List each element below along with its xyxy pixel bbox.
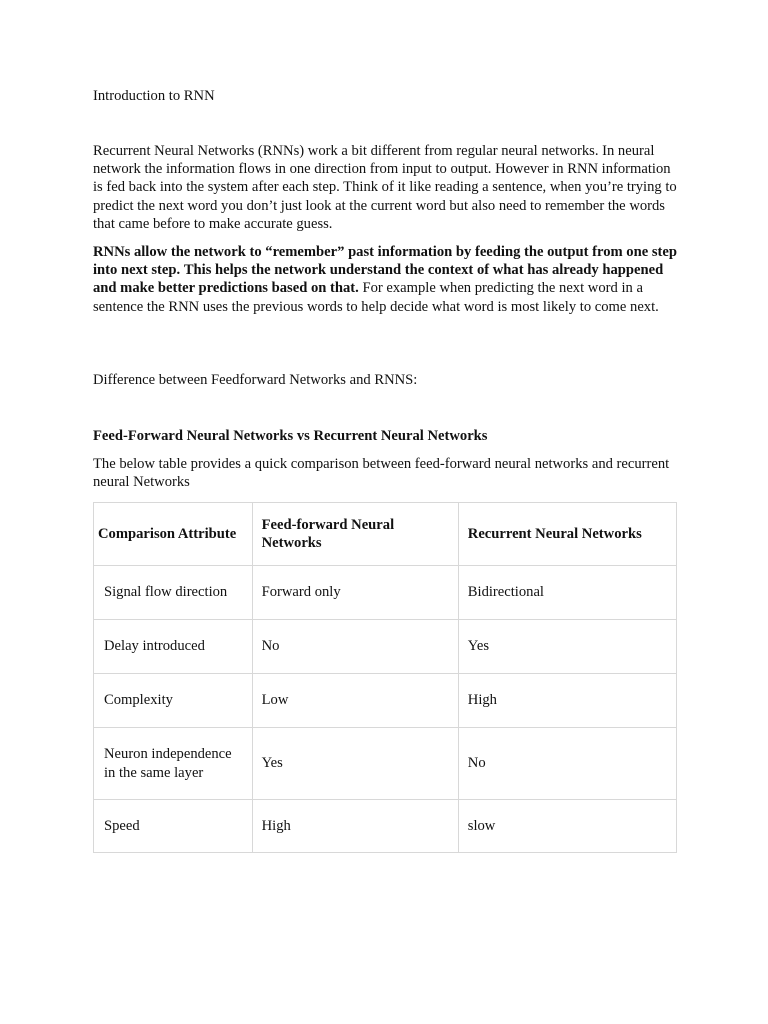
cell-feed-forward: High [261, 817, 291, 834]
table-cell [94, 674, 253, 728]
cell-feed-forward: Low [261, 692, 289, 709]
cell-attribute: Signal flow direction [104, 584, 228, 601]
table-cell [252, 674, 458, 728]
header-recurrent: Recurrent Neural Networks [467, 525, 642, 542]
cell-attribute: Speed [104, 817, 140, 834]
cell-recurrent: No [467, 755, 486, 772]
table-header-row [94, 503, 677, 566]
table-row [94, 674, 677, 728]
table-cell [458, 674, 676, 728]
cell-attribute: Delay introduced [104, 638, 205, 655]
remember-bold-sentence-2: This helps the network understand the context of what has already happened and make better predictions based on that. [93, 262, 664, 297]
table-header-cell [252, 503, 458, 566]
table-cell [458, 800, 676, 853]
header-feed-forward: Feed-forward Neural Networks [261, 516, 395, 551]
table-row [94, 620, 677, 674]
cell-attribute: Complexity [104, 692, 173, 709]
table-cell [94, 566, 253, 620]
cell-feed-forward: Yes [261, 755, 283, 772]
table-cell [252, 800, 458, 853]
cell-recurrent: slow [467, 817, 496, 834]
header-comparison-attribute: Comparison Attribute [98, 525, 237, 542]
cell-recurrent: Yes [467, 638, 490, 655]
difference-heading: Difference between Feedforward Networks and RNNS: [93, 372, 418, 388]
table-header-cell [94, 503, 253, 566]
table-cell [458, 620, 676, 674]
cell-recurrent: High [467, 692, 497, 709]
cell-feed-forward: Forward only [261, 584, 341, 601]
table-cell [458, 566, 676, 620]
table-cell [458, 728, 676, 800]
cell-attribute: Neuron independence in the same layer [104, 746, 232, 781]
table-header-cell [458, 503, 676, 566]
table-cell [94, 728, 253, 800]
remember-bold-sentence-1: RNNs allow the network to “remember” past information by feeding the output from one step into next step. [93, 244, 677, 279]
document-title: Introduction to RNN [93, 88, 215, 104]
table-cell [252, 728, 458, 800]
table-cell [94, 620, 253, 674]
table-caption: The below table provides a quick comparison between feed-forward neural networks and recurrent neural Networks [93, 456, 670, 491]
table-row [94, 728, 677, 800]
table-cell [252, 620, 458, 674]
table-row [94, 800, 677, 853]
table-cell [94, 800, 253, 853]
table-cell [252, 566, 458, 620]
comparison-heading: Feed-Forward Neural Networks vs Recurrent Neural Networks [93, 428, 488, 444]
table-row [94, 566, 677, 620]
remember-paragraph [93, 243, 678, 316]
remember-example-sentence: For example when predicting the next word in a sentence the RNN uses the previous words to help decide what word is most likely to come next. [93, 280, 659, 315]
cell-feed-forward: No [261, 638, 280, 655]
intro-paragraph: Recurrent Neural Networks (RNNs) work a bit different from regular neural networks. In neural network the information flows in one direction from input to output. However in RNN information is fed back into the system after each step. Think of it like reading a sentence, when you’re trying to predict the next word you don’t just look at the current word but also need to remember the words that came before to make accurate guess. [93, 143, 677, 232]
comparison-table [93, 502, 677, 853]
cell-recurrent: Bidirectional [467, 584, 544, 601]
